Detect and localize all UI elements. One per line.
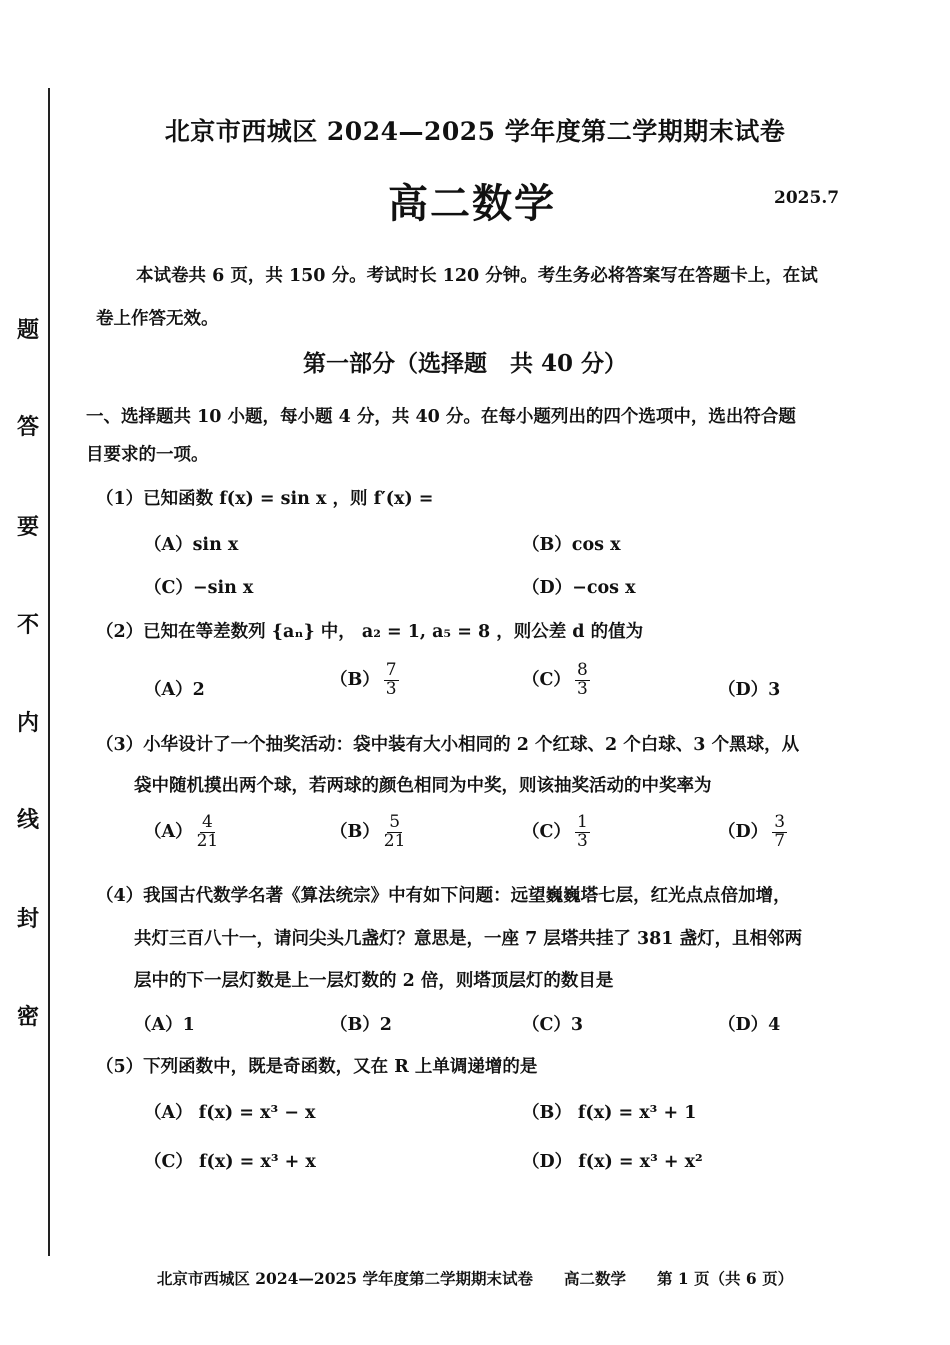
intro-line-2: 卷上作答无效。 [96,309,219,329]
part-1-title: 第一部分（选择题 共 40 分） [302,350,628,377]
fraction [575,814,590,851]
q2-stem: （2）已知在等差数列 {aₙ} 中， a₂ = 1, a₅ = 8 ，则公差 d 的值为 [96,622,644,642]
seal-char: 密 [16,1004,39,1030]
q1-option-a: （A）sin x [144,535,239,555]
option-label: （D） [718,821,769,842]
seal-char: 要 [16,514,39,540]
q3-stem-line-1: （3）小华设计了一个抽奖活动：袋中装有大小相同的 2 个红球、2 个白球、3 个黑球，从 [96,735,800,755]
q1-option-c: （C）−sin x [144,578,254,598]
fraction [197,814,219,851]
fraction-numerator: 5 [389,812,401,832]
fraction [384,814,406,851]
q1-option-d: （D）−cos x [522,578,636,598]
q2-option-b [330,662,399,699]
seal-char: 封 [16,906,39,932]
q5-stem: （5）下列函数中，既是奇函数，又在 R 上单调递增的是 [96,1057,538,1077]
exam-title: 北京市西城区 2024—2025 学年度第二学期期末试卷 [164,117,786,146]
q4-option-c: （C）3 [522,1015,584,1035]
fraction-denominator: 3 [385,678,397,699]
option-label: （B） [330,821,380,842]
q4-stem-line-2: 共灯三百八十一，请问尖头几盏灯？意思是，一座 7 层塔共挂了 381 盏灯，且相邻两 [134,929,803,949]
q4-option-d: （D）4 [718,1015,781,1035]
subject-title: 高二数学 [388,180,556,227]
q4-stem-line-3: 层中的下一层灯数是上一层灯数的 2 倍，则塔顶层灯的数目是 [134,971,614,991]
seal-char: 题 [16,317,39,343]
q4-option-b: （B）2 [330,1015,392,1035]
q3-option-b [330,814,405,851]
fraction [575,662,590,699]
q4-stem-line-1: （4）我国古代数学名著《算法统宗》中有如下问题：远望巍巍塔七层，红光点点倍加增， [96,886,791,906]
q4-option-a: （A）1 [134,1015,195,1035]
fraction-denominator: 3 [576,830,588,851]
fraction-numerator: 8 [576,660,588,680]
q2-option-a: （A）2 [144,680,205,700]
page-footer: 北京市西城区 2024—2025 学年度第二学期期末试卷 高二数学 第 1 页（共 6 页） [156,1269,794,1288]
q3-option-a [144,814,218,851]
option-label: （C） [522,821,571,842]
q5-option-a: （A） f(x) = x³ − x [144,1103,316,1123]
q5-option-c: （C） f(x) = x³ + x [144,1152,316,1172]
q3-option-c [522,814,590,851]
fraction [384,662,399,699]
exam-date: 2025.7 [774,188,840,208]
fraction-numerator: 4 [201,812,213,832]
q2-option-c [522,662,590,699]
fraction-denominator: 21 [196,830,219,851]
q2-option-d: （D）3 [718,680,781,700]
option-label: （C） [522,669,571,690]
q1-stem: （1）已知函数 f(x) = sin x ，则 f′(x) = [96,489,434,509]
fraction [772,814,787,851]
binding-margin-line [48,88,50,1256]
q3-option-d [718,814,787,851]
seal-char: 不 [16,612,39,638]
option-label: （B） [330,669,380,690]
section-instruction-1: 一、选择题共 10 小题，每小题 4 分，共 40 分。在每小题列出的四个选项中，选出符合题 [86,407,796,427]
fraction-numerator: 7 [385,660,397,680]
q3-stem-line-2: 袋中随机摸出两个球，若两球的颜色相同为中奖，则该抽奖活动的中奖率为 [134,776,712,796]
fraction-denominator: 7 [774,830,786,851]
seal-char: 线 [16,807,39,833]
fraction-denominator: 21 [383,830,406,851]
fraction-numerator: 3 [774,812,786,832]
seal-char: 答 [16,414,39,440]
seal-char: 内 [16,710,39,736]
intro-line-1: 本试卷共 6 页，共 150 分。考试时长 120 分钟。考生务必将答案写在答题卡上，在试 [136,266,818,286]
fraction-numerator: 1 [576,812,588,832]
q5-option-d: （D） f(x) = x³ + x² [522,1152,703,1172]
q5-option-b: （B） f(x) = x³ + 1 [522,1103,697,1123]
fraction-denominator: 3 [576,678,588,699]
section-instruction-2: 目要求的一项。 [86,445,209,465]
q1-option-b: （B）cos x [522,535,621,555]
option-label: （A） [144,821,193,842]
